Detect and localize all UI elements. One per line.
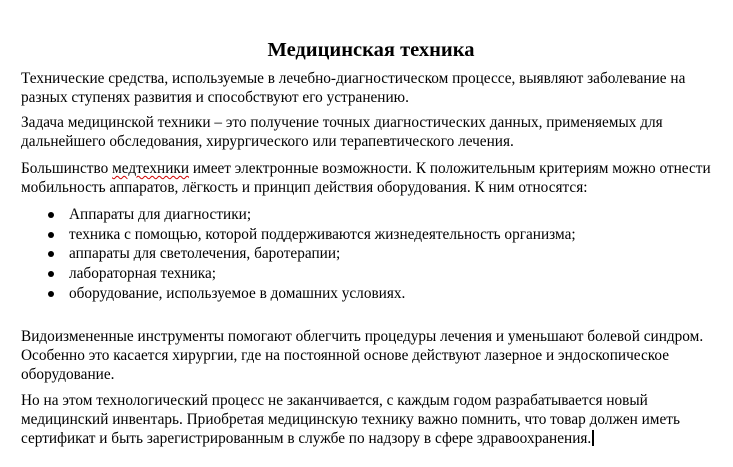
- list-item: лабораторная техника;: [21, 264, 711, 284]
- list-item: аппараты для светолечения, баротерапии;: [21, 244, 711, 264]
- text-cursor: [592, 430, 594, 446]
- paragraph-features-start: Большинство: [21, 160, 113, 177]
- paragraph-instruments: Видоизмененные инструменты помогают облегчить процедуры лечения и уменьшают болевой синдром. Особенно это касается хирургии, где на постоянной основе действуют лазерное и эндоскопическое оборудование.: [21, 328, 704, 383]
- spellcheck-flagged-word[interactable]: медтехники: [112, 160, 190, 177]
- document-title: Медицинская техника: [267, 39, 475, 61]
- paragraph-conclusion: [21, 391, 711, 448]
- paragraph-task: Задача медицинской техники – это получение точных диагностических данных, применяемых для дальнейшего обследования, хирургического или терапевтического лечения.: [21, 114, 663, 150]
- paragraph-intro: Технические средства, используемые в лечебно-диагностическом процессе, выявляют заболевание на разных ступенях развития и способствуют его устранению.: [21, 70, 686, 106]
- list-item: техника с помощью, которой поддерживаются жизнедеятельность организма;: [21, 225, 711, 245]
- equipment-list: [21, 205, 711, 303]
- paragraph-conclusion-text: Но на этом технологический процесс не заканчивается, с каждым годом разрабатывается новый медицинский инвентарь. Приобретая медицинскую технику важно помнить, что товар должен иметь сертификат и быть зарегистрированным в службе по надзору в сфере здравоохранения.: [21, 392, 680, 447]
- list-item: Аппараты для диагностики;: [21, 205, 711, 225]
- paragraph-features: [21, 159, 711, 197]
- paragraph-features-end: имеет электронные возможности. К положительным критериям можно отнести мобильность аппаратов, лёгкость и принцип действия оборудования. К ним относятся:: [21, 160, 711, 196]
- list-item: оборудование, используемое в домашних условиях.: [21, 284, 711, 304]
